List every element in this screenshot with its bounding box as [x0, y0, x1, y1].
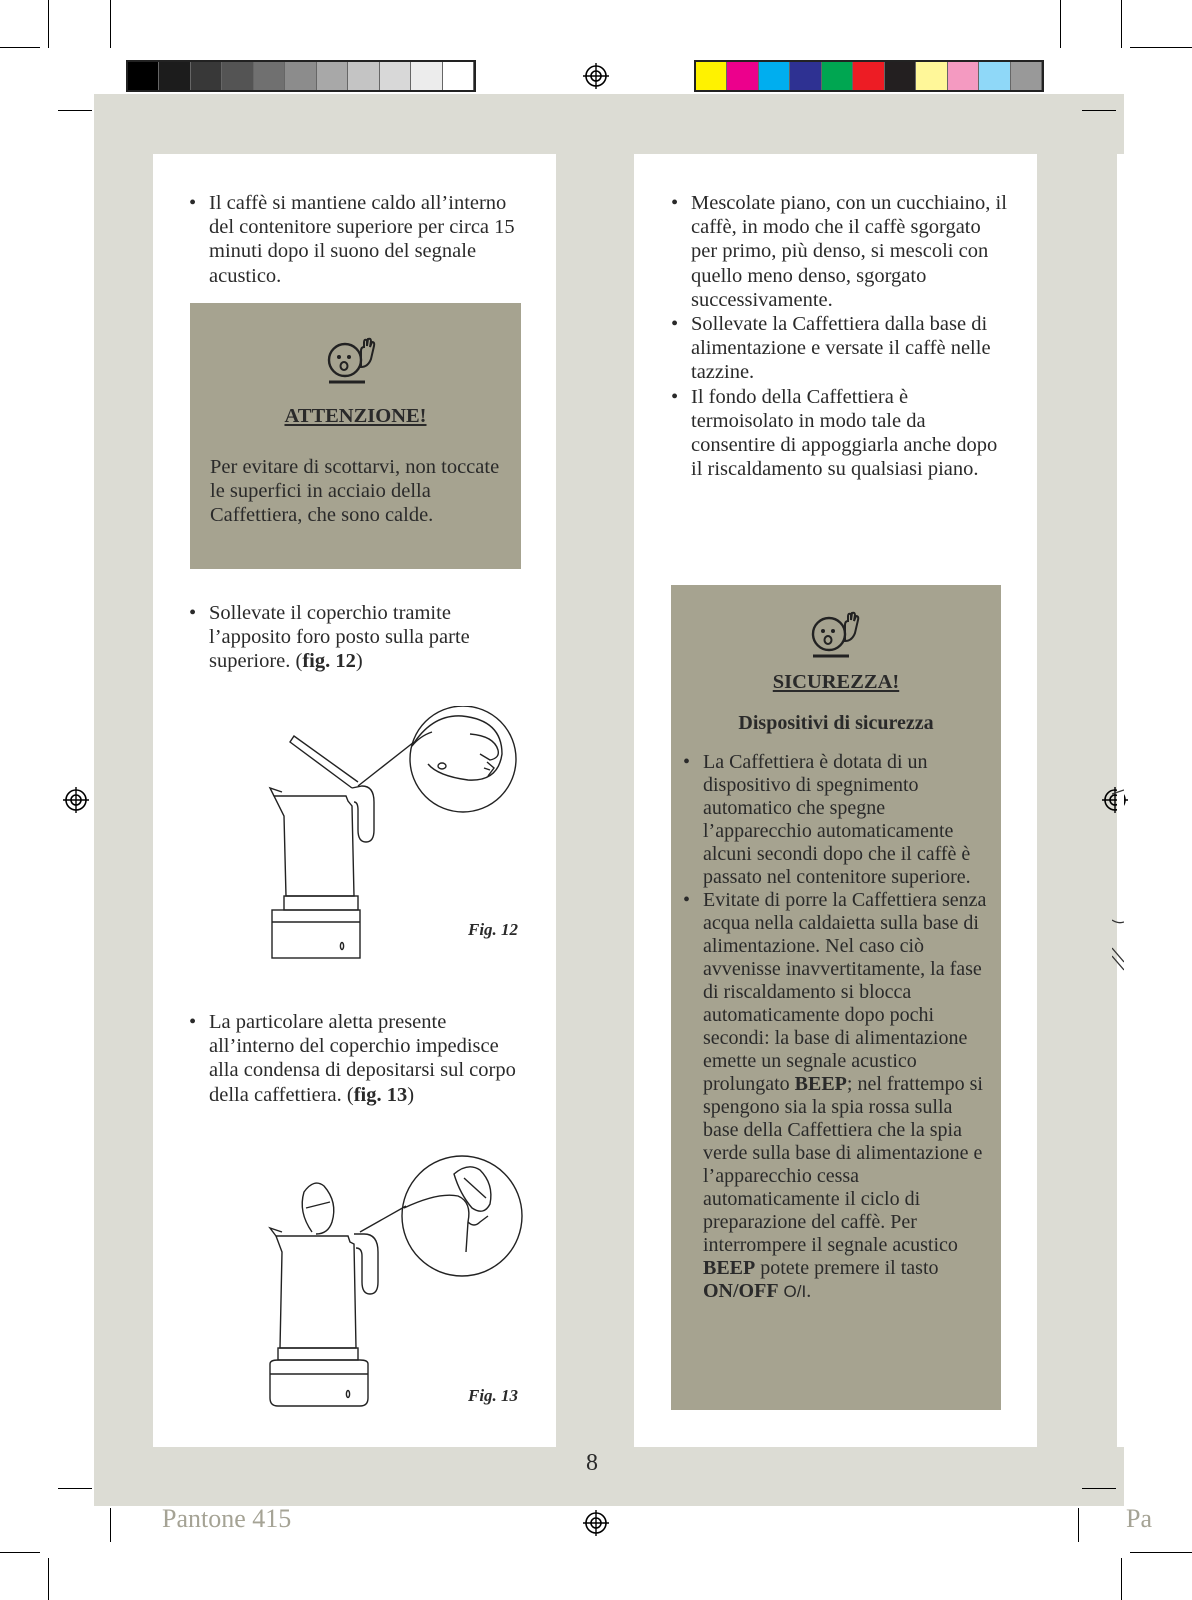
right-bullet-list: [671, 191, 1011, 481]
onoff-label: ON/OFF: [703, 1280, 779, 1302]
color-swatch: [317, 62, 348, 90]
gray-color-bar: [126, 60, 476, 92]
process-color-bar: [694, 60, 1044, 92]
next-page-drawing-fragment: [1112, 780, 1124, 990]
color-swatch: [822, 62, 853, 90]
power-symbol: O/I: [783, 1282, 807, 1301]
color-swatch: [696, 62, 727, 90]
hot-warning-icon: [323, 337, 381, 389]
registration-mark-icon: [583, 1510, 609, 1536]
registration-mark-icon: [583, 63, 609, 89]
color-swatch: [411, 62, 442, 90]
safety-heading: SICUREZZA!: [772, 671, 900, 693]
color-swatch: [790, 62, 821, 90]
color-swatch: [916, 62, 947, 90]
figure-13-coffee-maker-lid-flap: [268, 1152, 524, 1412]
crop-mark: [1060, 0, 1061, 48]
bullet-item: • Mescolate piano, con un cucchiaino, il caffè, in modo che il caffè sgorgato per primo, più denso, si mescoli con quello meno denso, sgorgato successivamente.: [671, 191, 1011, 312]
beep-label: BEEP: [794, 1073, 847, 1095]
bullet-item: • La Caffettiera è dotata di un dispositivo di spegnimento automatico che spegne l’apparecchio automaticamente alcuni secondi dopo che il caffè è passato nel contenitore superiore.: [683, 751, 989, 889]
safety-box: [671, 585, 1001, 1410]
bullet-item: • La particolare aletta presente all’interno del coperchio impedisce alla condensa di depositarsi sul corpo della caffettiera. (fig. 13): [189, 1010, 519, 1107]
color-swatch: [979, 62, 1010, 90]
color-swatch: [128, 62, 159, 90]
crop-mark: [1078, 1508, 1079, 1542]
crop-mark: [1130, 47, 1192, 48]
registration-mark-icon: [63, 787, 89, 813]
bullet-item: • Sollevate il coperchio tramite l’apposito foro posto sulla parte superiore. (fig. 12): [189, 601, 509, 674]
attention-box: [190, 303, 521, 569]
color-swatch: [1011, 62, 1042, 90]
color-swatch: [885, 62, 916, 90]
crop-mark: [1082, 1488, 1116, 1489]
color-swatch: [727, 62, 758, 90]
crop-mark: [48, 0, 49, 48]
crop-mark: [110, 1508, 111, 1542]
figure-reference: fig. 13: [353, 1083, 408, 1106]
color-swatch: [254, 62, 285, 90]
color-swatch: [380, 62, 411, 90]
crop-mark: [58, 110, 92, 111]
color-swatch: [222, 62, 253, 90]
crop-mark: [48, 1558, 49, 1600]
crop-mark: [0, 47, 40, 48]
figure-13-caption: Fig. 13: [468, 1386, 519, 1405]
safety-subheading: Dispositivi di sicurezza: [738, 712, 934, 734]
fig13-bullet-list: [189, 1010, 519, 1107]
color-swatch: [948, 62, 979, 90]
beep-label: BEEP: [703, 1257, 756, 1279]
figure-12-caption: Fig. 12: [468, 920, 519, 939]
crop-mark: [1130, 1552, 1192, 1553]
pantone-label-next-page: Pa: [1126, 1504, 1152, 1533]
safety-bullet-list: [683, 751, 989, 1303]
color-swatch: [759, 62, 790, 90]
color-swatch: [853, 62, 884, 90]
crop-mark: [1082, 110, 1116, 111]
attention-heading: ATTENZIONE!: [284, 405, 427, 427]
figure-reference: fig. 12: [302, 650, 356, 673]
color-swatch: [191, 62, 222, 90]
fig12-bullet-list: [189, 601, 509, 674]
hot-warning-icon: [807, 611, 865, 663]
bullet-item: • Sollevate la Caffettiera dalla base di alimentazione e versate il caffè nelle tazzine.: [671, 312, 1011, 385]
crop-mark: [1121, 1558, 1122, 1600]
bullet-item: • Il fondo della Caffettiera è termoisolato in modo tale da consentire di appoggiarla anche dopo il riscaldamento su qualsiasi piano.: [671, 385, 1011, 482]
page-number: 8: [586, 1450, 598, 1476]
crop-mark: [1121, 0, 1122, 48]
color-swatch: [348, 62, 379, 90]
bullet-item: • Evitate di porre la Caffettiera senza acqua nella caldaietta sulla base di alimentazione. Nel caso ciò avvenisse inavvertitamente, la fase di riscaldamento si blocca automaticamente dopo pochi secondi: la base di alimentazione emette un segnale acustico prolungato BEEP; nel frattempo si spengono sia la spia rossa sulla base della Caffettiera che la spia verde sulla base di alimentazione e l’apparecchio cessa automaticamente il ciclo di preparazione del caffè. Per interrompere il segnale acustico BEEP potete premere il tasto ON/OFF O/I.: [683, 889, 989, 1303]
pantone-label: Pantone 415: [162, 1504, 292, 1533]
crop-mark: [58, 1488, 92, 1489]
color-swatch: [159, 62, 190, 90]
intro-bullet-list: [189, 191, 529, 288]
color-swatch: [285, 62, 316, 90]
crop-mark: [0, 1552, 40, 1553]
color-swatch: [443, 62, 474, 90]
crop-mark: [110, 0, 111, 48]
attention-body: Per evitare di scottarvi, non toccate le superfici in acciaio della Caffettiera, che sono calde.: [210, 456, 500, 527]
bullet-item: • Il caffè si mantiene caldo all’interno del contenitore superiore per circa 15 minuti dopo il suono del segnale acustico.: [189, 191, 529, 288]
